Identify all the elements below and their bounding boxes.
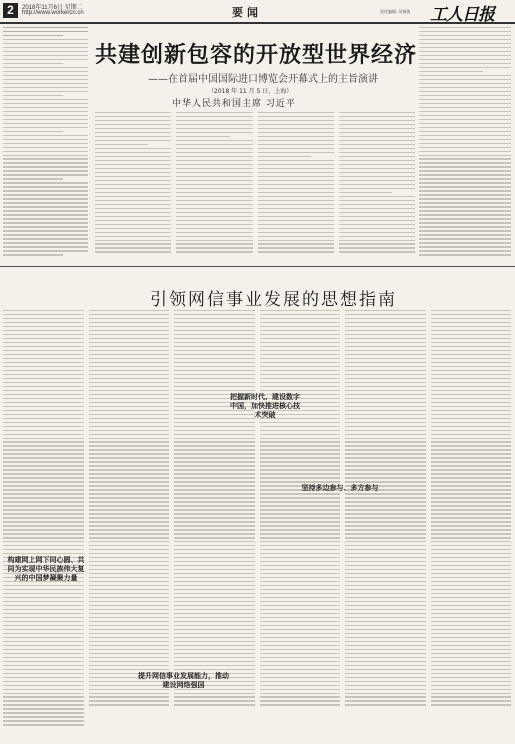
section-divider — [0, 266, 515, 267]
second-headline: 引领网信事业发展的思想指南 — [150, 290, 397, 310]
text-lines — [419, 27, 511, 256]
article-body — [95, 112, 415, 262]
subhead: 坚持多边参与、多方参与 — [301, 484, 379, 492]
main-headline: 共建创新包容的开放型世界经济 — [95, 43, 418, 68]
page-number: 2 — [3, 3, 18, 18]
newspaper-logo: 工人日报 — [430, 5, 494, 25]
text-column — [3, 310, 84, 738]
site-url[interactable]: http://www.workercn.cn — [22, 10, 84, 16]
text-column — [176, 112, 252, 262]
byline: 中华人民共和国主席 习近平 — [172, 99, 296, 109]
speech-date: （2018 年 11 月 5 日，上海） — [208, 88, 293, 95]
editor-line: 责任编辑: 吴杨骏 — [380, 9, 411, 14]
section-title: 要闻 — [232, 6, 262, 19]
masthead — [0, 0, 515, 24]
left-column-text — [3, 27, 88, 258]
text-column — [258, 112, 334, 262]
text-column — [345, 310, 426, 738]
subhead: 把握新时代、建设数字中国，加快推进核心技术突破 — [230, 393, 300, 419]
subhead: 构建网上网下同心圆、共同为实现中华民族伟大复兴的中国梦凝聚力量 — [7, 556, 85, 582]
subhead: 提升网信事业发展能力，推动建设网络强国 — [138, 672, 229, 689]
text-column — [339, 112, 415, 262]
text-column — [260, 310, 341, 738]
text-column — [95, 112, 171, 262]
right-column-text — [419, 27, 511, 258]
text-lines — [3, 27, 88, 256]
sub-headline: ——在首届中国国际进口博览会开幕式上的主旨演讲 — [148, 74, 378, 85]
second-article-body — [3, 310, 511, 738]
text-column — [431, 310, 512, 738]
date-line: 2018年11月6日 星期二 — [22, 5, 83, 11]
